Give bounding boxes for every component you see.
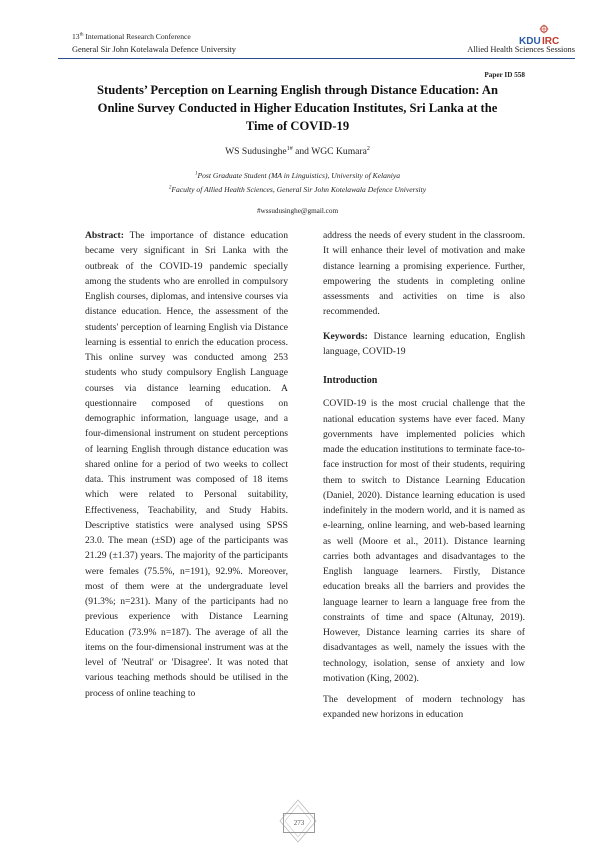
conference-title: 13th International Research Conference [72,32,191,41]
corresponding-email: #wssudusinghe@gmail.com [256,207,339,215]
right-column [323,228,525,723]
introduction-paragraph-2: The development of modern technology has expanded new horizons in education [323,694,525,721]
kdu-irc-logo [518,24,568,46]
affiliation-1: $^1$Post Graduate Student (MA in Linguistics), University of Kelaniya [194,171,401,180]
introduction-paragraph-1: COVID-19 is the most crucial challenge that the national education systems have ever faced. Many governments have implemented policies which made the education institutions to terminate face-to-face instruction for most of their students, requiring them to switch to Distance Learning Education (Daniel, 2020). Distance learning education is used indefinitely in the modern world, and it is named as e-learning, online learning, and web-based learning as well (Moore et al., 2011). Distance learning carries both advantages and disadvantages to the English language learners. Firstly, Distance education breaks all the barriers and provides the language learner to learn a language free from the constraints of time and space (Altunay, 2019). However, Distance learning carries its share of disadvantages as well, namely the issues with the technology, isolation, sense of anxiety and low motivation (King, 2002). [323,398,525,684]
page-header [0,0,595,62]
abstract-paragraph [85,228,288,701]
keywords-paragraph [323,329,525,360]
keywords-text: Distance learning education, English language, COVID-19 [323,330,525,357]
author-2: WGC Kumara [311,146,367,158]
header-rule [58,58,575,59]
affiliation-2: $^2$Faculty of Allied Health Sciences, General Sir John Kotelawala Defence University [168,185,427,194]
abstract-continued: address the needs of every student in the classroom. It will enhance their level of motivation and make distance learning a promising experience. Further, empowering the students in completing online assessments and activities on time is also recommended. [323,230,525,318]
logo-text-irc: IRC [542,36,560,46]
page-number: 273 [283,813,315,833]
abstract-text: The importance of distance education became very significant in Sri Lanka with the outbreak of the COVID-19 pandemic specially among the students who are enrolled in compulsory English courses, diplomas, and intensive courses via distance education. Hence, the assessment of the students' perception of learning English via Distance learning is essential to enrich the education process. This online survey was conducted among 253 students who study compulsory English Language courses via distance learning education. A questionnaire composed of questions on demographic information, language usage, and a four-dimensional instrument on student perceptions of learning English through distance education was shared online for a period of two weeks to collect data. This instrument was composed of 18 items which were related to Personal suitability, Effectiveness, Teachability, and Study Habits. Descriptive statistics were analysed using SPSS 23.0. The mean (±SD) age of the participants was 21.29 (±1.37) years. The majority of the participants were females (75.5%, n=191), 92.9%. Moreover, most of them were at the undergraduate level (91.3%; n=231). Many of the participants had no previous experience with Distance Learning Education (73.9% n=187). The average of all the items on the four-dimensional instrument was at the level of 'Neutral' or 'Disagree'. It was noted that various teaching methods should be utilised in the process of online teaching to [85,230,288,699]
keywords-heading: Keywords: [323,330,368,342]
introduction-heading: Introduction [323,375,378,386]
university-name: General Sir John Kotelawala Defence University [72,45,236,54]
logo-text-kdu: KDU [519,36,541,46]
paper-id: Paper ID 558 [484,71,525,79]
session-name: Allied Health Sciences Sessions [467,45,575,54]
author-1: WS Sudusinghe [225,146,287,158]
abstract-heading: Abstract: [85,230,124,241]
paper-title: Students’ Perception on Learning English through Distance Education: An Online Survey Conducted in Higher Education Institutes, Sri Lanka at the Time of COVID-19 [97,83,498,133]
author-line: WS Sudusinghe$^{1\#}$ and WGC Kumara$^2$ [225,146,370,158]
left-column [85,228,288,701]
